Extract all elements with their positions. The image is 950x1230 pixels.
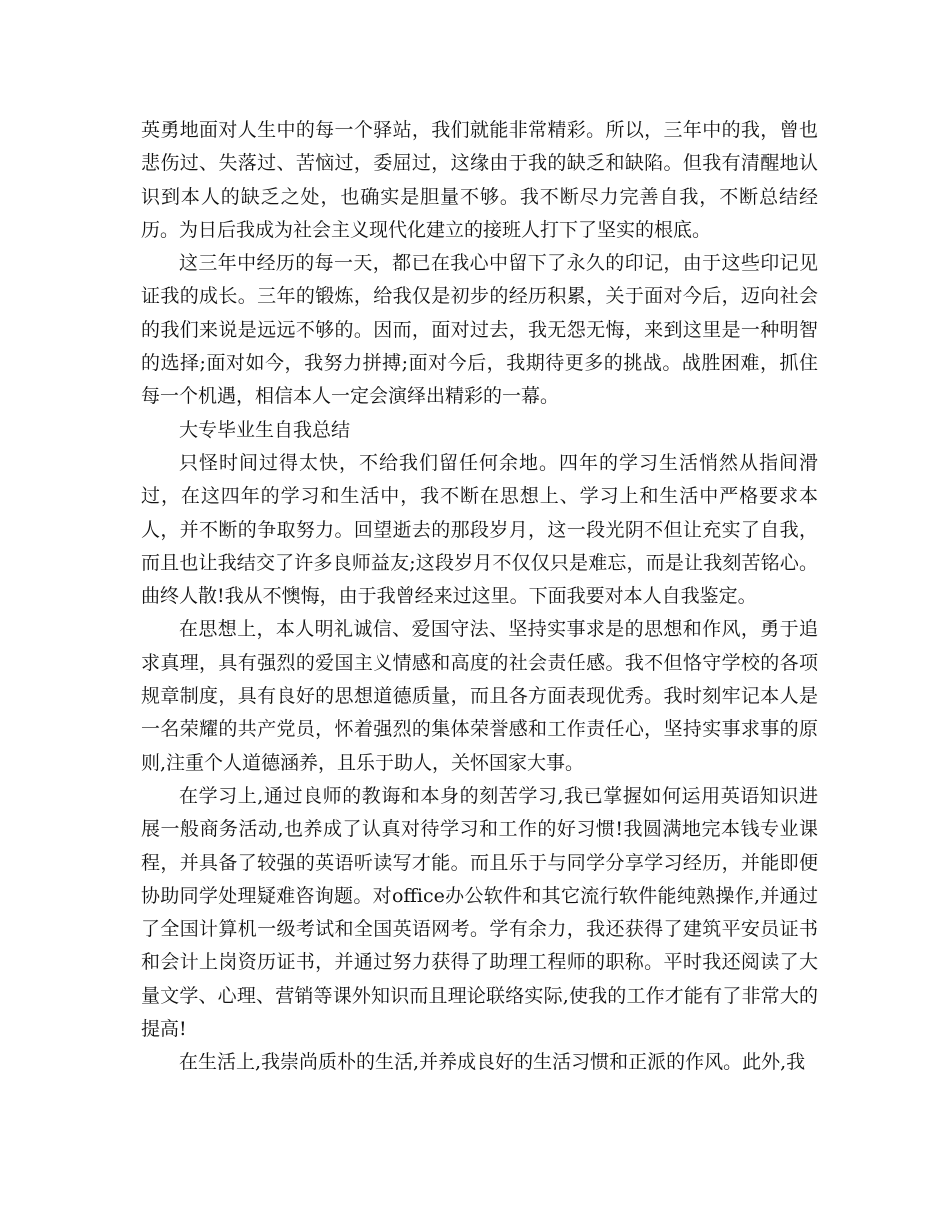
paragraph: 在学习上,通过良师的教诲和本身的刻苦学习,我已掌握如何运用英语知识进展一般商务活动,也养成了认真对待学习和工作的好习惯!我圆满地完本钱专业课程，并具备了较强的英语听读写才能。而且乐于与同学分享学习经历，并能即便协助同学处理疑难咨询题。对office办公软件和其它流行软件能纯熟操作,并通过了全国计算机一级考试和全国英语网考。学有余力，我还获得了建筑平安员证书和会计上岗资历证书，并通过努力获得了助理工程师的职称。平时我还阅读了大量文学、心理、营销等课外知识而且理论联络实际,使我的工作才能有了非常大的提高! [141,784,818,1041]
paragraph: 在思想上，本人明礼诚信、爱国守法、坚持实事求是的思想和作风，勇于追求真理，具有强烈的爱国主义情感和高度的社会责任感。我不但恪守学校的各项规章制度，具有良好的思想道德质量，而且各方面表现优秀。我时刻牢记本人是一名荣耀的共产党员，怀着强烈的集体荣誉感和工作责任心，坚持实事求事的原则,注重个人道德涵养，且乐于助人，关怀国家大事。 [141,618,818,774]
paragraph: 这三年中经历的每一天，都已在我心中留下了永久的印记，由于这些印记见证我的成长。三年的锻炼，给我仅是初步的经历积累，关于面对今后，迈向社会的我们来说是远远不够的。因而，面对过去，我无怨无悔，来到这里是一种明智的选择;面对如今，我努力拼搏;面对今后，我期待更多的挑战。战胜困难，抓住每一个机遇，相信本人一定会演绎出精彩的一幕。 [141,252,818,408]
paragraph-continuation: 英勇地面对人生中的每一个驿站，我们就能非常精彩。所以，三年中的我，曾也悲伤过、失落过、苦恼过，委屈过，这缘由于我的缺乏和缺陷。但我有清醒地认识到本人的缺乏之处，也确实是胆量不够。我不断尽力完善自我，不断总结经历。为日后我成为社会主义现代化建立的接班人打下了坚实的根底。 [141,119,818,241]
section-heading: 大专毕业生自我总结 [179,418,351,441]
paragraph: 在生活上,我崇尚质朴的生活,并养成良好的生活习惯和正派的作风。此外,我 [179,1051,806,1074]
paragraph: 只怪时间过得太快，不给我们留任何余地。四年的学习生活悄然从指间滑过，在这四年的学习和生活中，我不断在思想上、学习上和生活中严格要求本人，并不断的争取努力。回望逝去的那段岁月，这一段光阴不但让充实了自我，而且也让我结交了许多良师益友;这段岁月不仅仅只是难忘，而是让我刻苦铭心。曲终人散!我从不懊悔，由于我曾经来过这里。下面我要对本人自我鉴定。 [141,451,818,608]
